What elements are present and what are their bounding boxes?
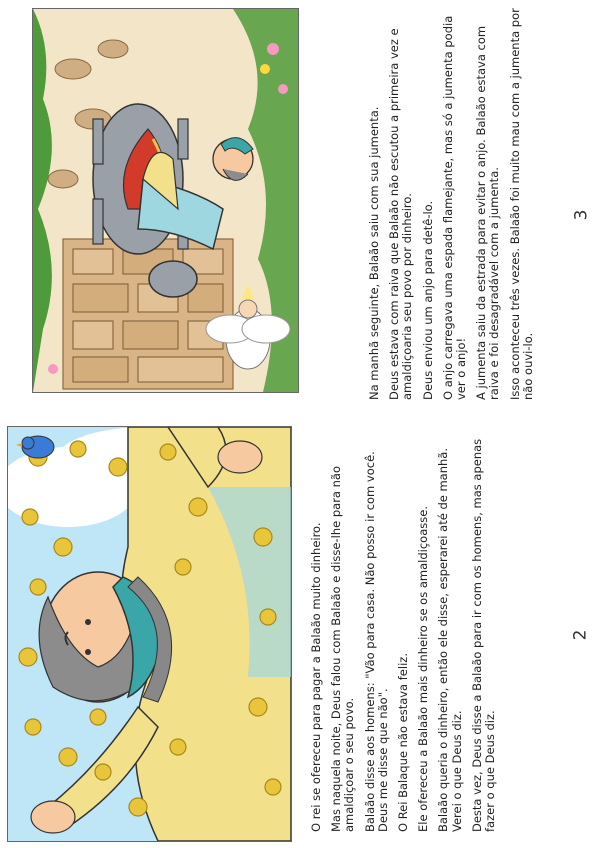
paragraph: O Rei Balaque não estava feliz. xyxy=(395,653,410,832)
illustration-balaam-coins-art xyxy=(8,427,291,841)
illustration-balaam-coins xyxy=(7,426,292,842)
paragraph: Balaão queria o dinheiro, então ele disse, esperarei até de manhã. Verei o que Deus diz. xyxy=(436,447,464,832)
paragraph: Ele ofereceu a Balaão mais dinheiro se os amaldiçoasse. xyxy=(416,506,431,832)
paragraph: Deus estava com raiva que Balaão não escutou a primeira vez e amaldiçoaria seu povo por dinheiro. xyxy=(387,28,415,400)
illustration-donkey-angel xyxy=(32,8,299,393)
text-column-page-2 xyxy=(310,432,504,832)
paragraph: A jumenta saiu da estrada para evitar o anjo. Balaão estava com raiva e foi desagradável com a jumenta. xyxy=(474,25,502,400)
page-number-2: 2 xyxy=(570,629,591,641)
paragraph: Deus enviou um anjo para detê-lo. xyxy=(420,200,435,400)
paragraph: Isso aconteceu três vezes. Balaão foi muito mau com a jumenta por não ouvi-lo. xyxy=(507,8,535,400)
paragraph: Balaão disse aos homens: "Vão para casa. Não posso ir com você. Deus me disse que não". xyxy=(362,451,390,832)
paragraph: Na manhã seguinte, Balaão saiu com sua jumenta. xyxy=(366,106,381,400)
illustration-donkey-angel-art xyxy=(33,9,298,392)
paragraph: Desta vez, Deus disse a Balaão para ir com os homens, mas apenas fazer o que Deus diz. xyxy=(469,438,497,832)
paragraph: O anjo carregava uma espada flamejante, mas só a jumenta podia ver o anjo! xyxy=(440,15,468,400)
text-column-page-3 xyxy=(368,0,542,400)
page-number-3: 3 xyxy=(571,209,592,221)
paragraph: Mas naquela noite, Deus falou com Balaão e disse-lhe para não amaldiçoar o seu povo. xyxy=(329,466,357,832)
paragraph: O rei se ofereceu para pagar a Balaão muito dinheiro. xyxy=(308,522,323,832)
